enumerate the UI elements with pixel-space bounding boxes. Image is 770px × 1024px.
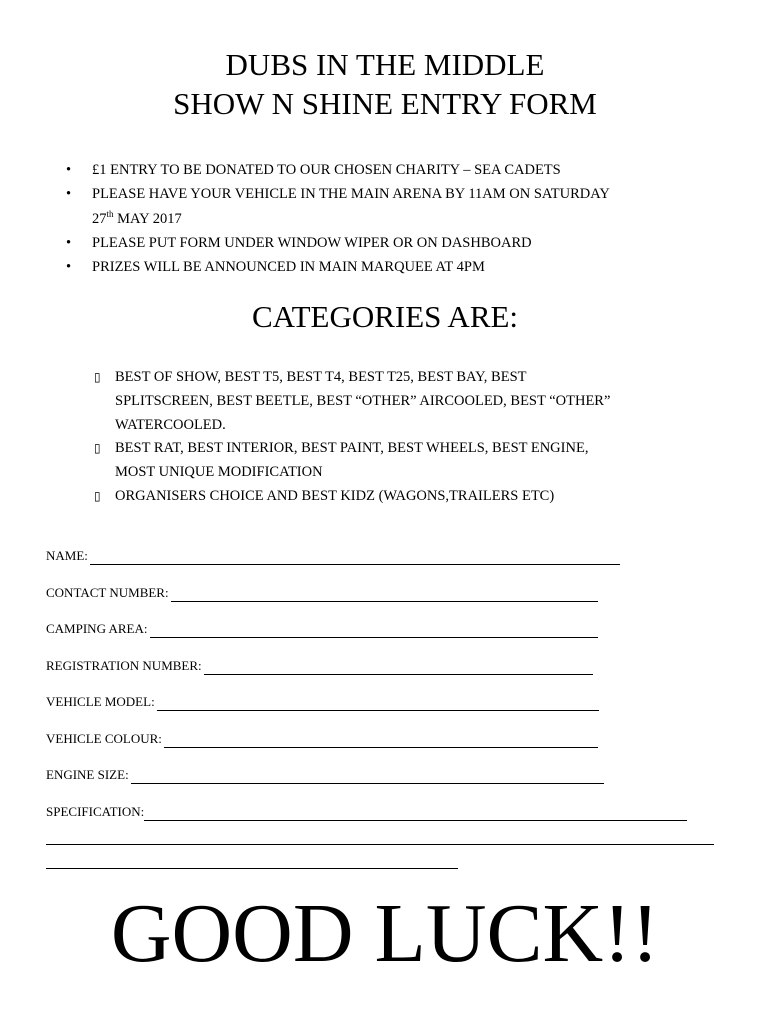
registration-number-label: REGISTRATION NUMBER: (46, 658, 202, 673)
camping-area-field (46, 620, 598, 638)
category-text: WATERCOOLED. (115, 416, 226, 433)
contact-number-label: CONTACT NUMBER: (46, 585, 169, 600)
info-bullet-item (66, 255, 746, 279)
category-bullet-icon: ▯ (94, 488, 101, 503)
engine-size-label: ENGINE SIZE: (46, 767, 129, 782)
vehicle-colour-label: VEHICLE COLOUR: (46, 731, 162, 746)
info-bullet-text: PRIZES WILL BE ANNOUNCED IN MAIN MARQUEE AT 4PM (92, 259, 485, 276)
specification-label: SPECIFICATION: (46, 804, 145, 819)
camping-area-input-line[interactable] (150, 624, 598, 638)
event-date-suffix: th (106, 208, 114, 219)
camping-area-label: CAMPING AREA: (46, 621, 148, 636)
category-bullet-icon: ▯ (94, 370, 101, 384)
vehicle-colour-field (46, 730, 598, 748)
category-item (94, 437, 714, 485)
form-title-line-1: DUBS IN THE MIDDLE (225, 47, 545, 82)
specification-field (46, 803, 687, 821)
contact-number-field (46, 584, 598, 602)
category-item (94, 366, 714, 437)
category-list (94, 366, 714, 509)
category-text: BEST OF SHOW, BEST T5, BEST T4, BEST T25, BEST BAY, BEST (115, 369, 527, 385)
categories-heading: CATEGORIES ARE: (251, 299, 519, 334)
category-text: SPLITSCREEN, BEST BEETLE, BEST “OTHER” AIRCOOLED, BEST “OTHER” (115, 392, 611, 409)
bullet-dot-icon: • (66, 186, 72, 203)
contact-number-input-line[interactable] (171, 588, 598, 602)
info-bullet-item (66, 158, 746, 182)
specification-input-line[interactable] (144, 807, 687, 821)
info-bullet-item (66, 231, 746, 255)
vehicle-model-field (46, 693, 599, 711)
vehicle-model-label: VEHICLE MODEL: (46, 694, 155, 709)
info-bullet-text: £1 ENTRY TO BE DONATED TO OUR CHOSEN CHARITY – SEA CADETS (92, 162, 561, 178)
category-item (94, 485, 714, 509)
info-bullet-list (66, 158, 746, 279)
name-label: NAME: (46, 548, 88, 563)
info-bullet-text: PLEASE HAVE YOUR VEHICLE IN THE MAIN ARENA BY 11AM ON SATURDAY (92, 186, 610, 203)
engine-size-field (46, 766, 604, 784)
event-date-day: 27 (92, 210, 107, 227)
vehicle-colour-input-line[interactable] (164, 734, 598, 748)
registration-number-field (46, 657, 593, 675)
name-input-line[interactable] (90, 551, 620, 565)
form-title-line-2: SHOW N SHINE ENTRY FORM (173, 86, 597, 121)
event-date-rest: MAY 2017 (113, 210, 182, 227)
specification-continuation-line[interactable] (46, 867, 458, 869)
category-text: BEST RAT, BEST INTERIOR, BEST PAINT, BEST WHEELS, BEST ENGINE, (115, 440, 589, 457)
vehicle-model-input-line[interactable] (157, 697, 599, 711)
specification-continuation-line[interactable] (46, 843, 714, 845)
bullet-dot-icon: • (66, 162, 72, 178)
category-bullet-icon: ▯ (94, 441, 101, 456)
info-bullet-item (66, 182, 746, 231)
registration-number-input-line[interactable] (204, 661, 593, 675)
bullet-dot-icon: • (66, 259, 72, 276)
category-text: MOST UNIQUE MODIFICATION (115, 464, 323, 481)
good-luck-banner: GOOD LUCK!! (110, 887, 660, 980)
name-field (46, 547, 620, 565)
category-text: ORGANISERS CHOICE AND BEST KIDZ (WAGONS,TRAILERS ETC) (115, 487, 555, 504)
info-bullet-text: PLEASE PUT FORM UNDER WINDOW WIPER OR ON DASHBOARD (92, 234, 532, 251)
bullet-dot-icon: • (66, 234, 72, 251)
engine-size-input-line[interactable] (131, 770, 604, 784)
